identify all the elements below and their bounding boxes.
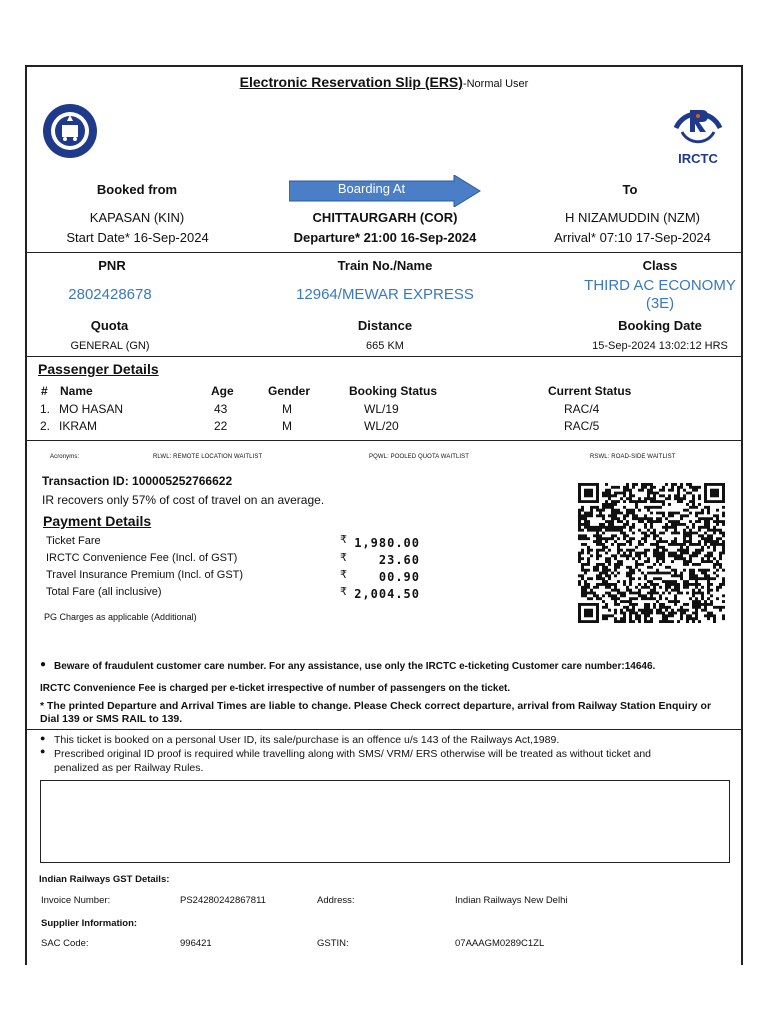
passenger-row-no: 1. [40,402,51,416]
distance-label: Distance [357,318,413,333]
passenger-row-current: RAC/5 [564,419,600,433]
train-label: Train No./Name [337,258,433,273]
supplier-label: Supplier Information: [41,918,138,929]
col-gender: Gender [268,384,311,398]
divider [25,356,743,357]
sac-label: SAC Code: [41,938,89,949]
train-value: 12964/MEWAR EXPRESS [296,286,474,303]
address-value: Indian Railways New Delhi [455,895,568,906]
col-age: Age [211,384,234,398]
fare-label: IRCTC Convenience Fee (Incl. of GST) [46,552,238,564]
fare-label: Travel Insurance Premium (Incl. of GST) [46,569,244,581]
convenience-note: IRCTC Convenience Fee is charged per e-ticket irrespective of number of passengers on the ticket. [40,683,511,694]
transaction-id: Transaction ID: 100005252766622 [42,474,233,488]
col-current-status: Current Status [548,384,632,398]
fare-label: Total Fare (all inclusive) [46,586,162,598]
fare-amount: 00.90 [378,570,420,584]
booking-date-label: Booking Date [618,318,702,333]
acronym-pqwl: PQWL: POOLED QUOTA WAITLIST [369,454,470,460]
bullet-icon: ● [40,746,46,756]
passenger-row-age: 43 [214,402,228,416]
class-value-line2: (3E) [645,295,675,312]
passenger-row-age: 22 [214,419,228,433]
divider [25,440,743,441]
quota-value: GENERAL (GN) [70,340,150,352]
to-station: H NIZAMUDDIN (NZM) [564,210,701,225]
passenger-row-gender: M [282,419,292,433]
boarding-station: CHITTAURGARH (COR) [312,210,458,225]
passenger-row-booking: WL/20 [364,419,399,433]
page-title: Electronic Reservation Slip (ERS)-Normal User [239,74,529,90]
sac-value: 996421 [180,938,212,949]
personal-id-note: This ticket is booked on a personal User ID, its sale/purchase is an offence u/s 143 of the Railways Act,1989. [54,734,560,746]
boarding-at-arrow [289,175,481,212]
passenger-row-name: IKRAM [59,419,98,433]
pnr-value: 2802428678 [68,286,152,303]
bullet-icon: ● [40,659,47,670]
fare-amount: 23.60 [378,553,420,567]
rupee-icon: ₹ [340,534,347,546]
acronyms-label: Acronyms: [50,454,80,460]
departure-time: Departure* 21:00 16-Sep-2024 [293,230,477,245]
pnr-label: PNR [98,258,126,273]
invoice-value: PS24280242867811 [180,895,266,906]
fare-amount: 1,980.00 [354,536,420,550]
id-proof-note-line2: penalized as per Railway Rules. [54,762,204,774]
pg-charges-note: PG Charges as applicable (Additional) [44,612,197,622]
address-label: Address: [317,895,355,906]
passenger-row-booking: WL/19 [364,402,399,416]
passenger-row-name: MO HASAN [59,402,124,416]
passenger-row-no: 2. [40,419,51,433]
times-note-line1: * The printed Departure and Arrival Times are liable to change. Please Check correct departure, arrival from Railway Station Enquiry or [40,700,712,712]
invoice-label: Invoice Number: [41,895,111,906]
col-name: Name [60,384,93,398]
col-booking-status: Booking Status [349,384,438,398]
arrival-time: Arrival* 07:10 17-Sep-2024 [554,230,711,245]
quota-label: Quota [90,318,129,333]
times-note-line2: Dial 139 or SMS RAIL to 139. [40,713,183,725]
passenger-details-title: Passenger Details [38,361,159,377]
recovery-note: IR recovers only 57% of cost of travel on an average. [42,493,325,507]
payment-details-title: Payment Details [43,513,152,529]
booking-date-value: 15-Sep-2024 13:02:12 HRS [592,340,728,352]
indian-railways-logo [40,103,100,159]
gstin-value: 07AAAGM0289C1ZL [455,938,545,949]
distance-value: 665 KM [366,340,404,352]
start-date: Start Date* 16-Sep-2024 [66,230,209,245]
passenger-row-current: RAC/4 [564,402,600,416]
id-proof-note-line1: Prescribed original ID proof is required while travelling along with SMS/ VRM/ ERS otherwise will be treated as without ticket and [54,748,652,760]
irctc-logo: IRCTC [668,98,728,168]
class-label: Class [642,258,678,273]
col-no: # [41,384,48,398]
divider [25,729,743,730]
fare-label: Ticket Fare [46,535,101,547]
acronym-rlwl: RLWL: REMOTE LOCATION WAITLIST [153,454,263,460]
from-station: KAPASAN (KIN) [89,210,185,225]
qr-code [578,483,725,623]
gst-title: Indian Railways GST Details: [39,874,170,885]
bullet-icon: ● [40,733,46,743]
boarding-at-label: Boarding At [337,181,406,196]
blank-box [40,780,730,863]
acronym-rswl: RSWL: ROAD-SIDE WAITLIST [590,454,676,460]
booked-from-label: Booked from [96,182,178,197]
rupee-icon: ₹ [340,569,347,581]
rupee-icon: ₹ [340,586,347,598]
fare-amount: 2,004.50 [354,587,420,601]
gstin-label: GSTIN: [317,938,349,949]
passenger-row-gender: M [282,402,292,416]
rupee-icon: ₹ [340,552,347,564]
class-value-line1: THIRD AC ECONOMY [584,277,736,294]
divider [25,252,743,253]
to-label: To [622,182,638,197]
fraud-note: Beware of fraudulent customer care number. For any assistance, use only the IRCTC e-ticketing Customer care number:14646. [54,661,656,672]
